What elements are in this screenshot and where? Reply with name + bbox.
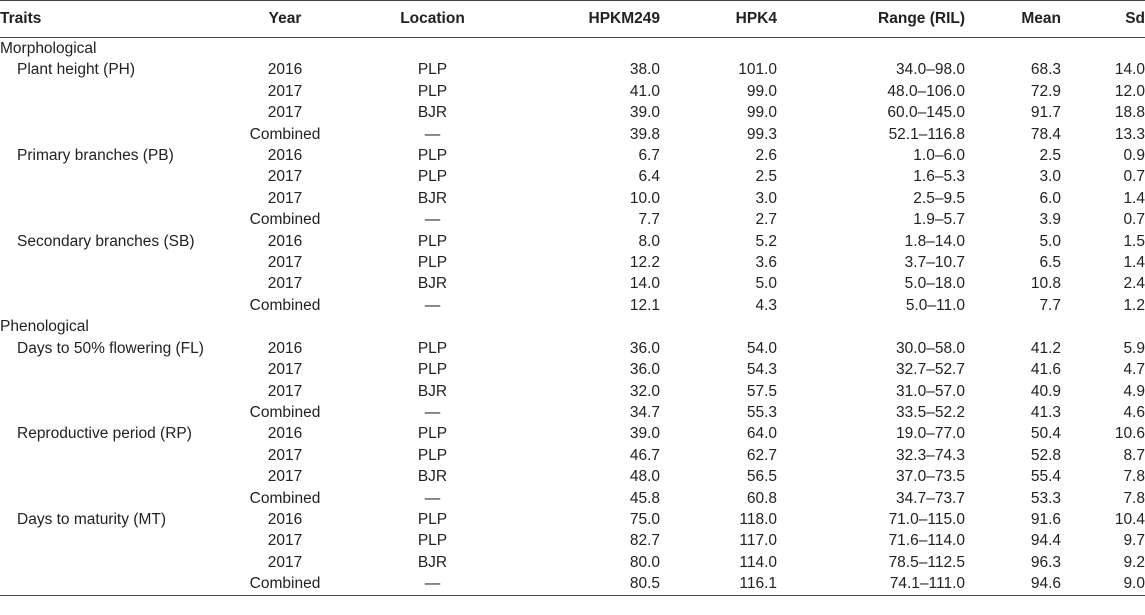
cell-mean: 5.0 <box>1039 232 1061 250</box>
cell-mean: 53.3 <box>1030 489 1061 507</box>
trait-label-empty <box>0 445 235 466</box>
cell-year: 2017 <box>267 532 303 550</box>
group-label: Phenological <box>0 318 89 336</box>
table-row <box>0 359 1145 380</box>
table-row <box>0 488 1145 509</box>
cell-hpkm249: 12.2 <box>629 254 660 272</box>
trait-label: Primary branches (PB) <box>17 147 174 165</box>
cell-mean: 50.4 <box>1030 425 1061 443</box>
table-row <box>0 145 1145 166</box>
cell-location: PLP <box>417 339 448 357</box>
cell-location: PLP <box>417 254 448 272</box>
cell-mean: 91.7 <box>1030 104 1061 122</box>
cell-sd: 1.4 <box>1123 189 1145 207</box>
cell-location: BJR <box>417 275 448 293</box>
trait-label: Days to 50% flowering (FL) <box>17 339 204 357</box>
cell-year: Combined <box>249 489 321 507</box>
cell-sd: 10.6 <box>1114 425 1145 443</box>
trait-label-empty <box>0 488 235 509</box>
cell-mean: 72.9 <box>1030 82 1061 100</box>
cell-location: — <box>424 575 441 593</box>
header-traits: Traits <box>0 10 42 27</box>
cell-mean: 94.4 <box>1030 532 1061 550</box>
cell-mean: 41.2 <box>1030 339 1061 357</box>
cell-hpkm249: 39.0 <box>629 104 660 122</box>
table-row <box>0 466 1145 487</box>
header-row <box>0 1 1145 38</box>
cell-location: — <box>424 403 441 421</box>
table-row <box>0 423 1145 444</box>
cell-mean: 96.3 <box>1030 553 1061 571</box>
cell-hpkm249: 6.4 <box>638 168 660 186</box>
header-hpkm249: HPKM249 <box>588 10 660 27</box>
cell-hpk4: 5.0 <box>755 275 777 293</box>
cell-sd: 4.6 <box>1123 403 1145 421</box>
cell-sd: 10.4 <box>1114 510 1145 528</box>
cell-mean: 3.0 <box>1039 168 1061 186</box>
cell-range: 71.0–115.0 <box>888 510 965 528</box>
cell-range: 1.9–5.7 <box>913 211 965 229</box>
cell-range: 32.7–52.7 <box>896 361 965 379</box>
cell-location: PLP <box>417 532 448 550</box>
cell-year: 2017 <box>267 275 303 293</box>
trait-label: Days to maturity (MT) <box>17 510 166 528</box>
trait-label-empty <box>0 295 235 316</box>
table-row <box>0 231 1145 252</box>
cell-hpk4: 57.5 <box>746 382 777 400</box>
cell-range: 2.5–9.5 <box>913 189 965 207</box>
cell-location: — <box>424 125 441 143</box>
header-range: Range (RIL) <box>878 10 965 27</box>
cell-hpkm249: 34.7 <box>629 403 660 421</box>
cell-hpkm249: 45.8 <box>629 489 660 507</box>
cell-hpk4: 99.0 <box>746 104 777 122</box>
cell-hpkm249: 7.7 <box>638 211 660 229</box>
cell-sd: 1.4 <box>1123 254 1145 272</box>
cell-hpk4: 114.0 <box>739 553 777 571</box>
cell-location: PLP <box>417 361 448 379</box>
cell-hpk4: 116.1 <box>739 575 777 593</box>
cell-mean: 10.8 <box>1030 275 1061 293</box>
cell-hpk4: 3.0 <box>755 189 777 207</box>
cell-location: BJR <box>417 553 448 571</box>
trait-label-empty <box>0 381 235 402</box>
cell-sd: 4.9 <box>1123 382 1145 400</box>
trait-label-empty <box>0 530 235 551</box>
cell-hpkm249: 75.0 <box>629 510 660 528</box>
cell-year: 2017 <box>267 189 303 207</box>
cell-mean: 68.3 <box>1030 61 1061 79</box>
cell-location: BJR <box>417 382 448 400</box>
cell-range: 37.0–73.5 <box>896 468 965 486</box>
trait-label-empty <box>0 402 235 423</box>
cell-sd: 8.7 <box>1123 446 1145 464</box>
cell-hpk4: 2.6 <box>755 147 777 165</box>
cell-sd: 5.9 <box>1123 339 1145 357</box>
trait-label: Plant height (PH) <box>17 61 136 79</box>
trait-label-empty <box>0 466 235 487</box>
trait-label-empty <box>0 209 235 230</box>
cell-year: 2017 <box>267 104 303 122</box>
cell-sd: 7.8 <box>1123 468 1145 486</box>
table-row <box>0 573 1145 596</box>
cell-hpkm249: 41.0 <box>629 82 660 100</box>
table-row <box>0 59 1145 80</box>
table-row <box>0 81 1145 102</box>
cell-hpk4: 56.5 <box>746 468 777 486</box>
cell-location: BJR <box>417 468 448 486</box>
table-row <box>0 402 1145 423</box>
cell-sd: 9.7 <box>1123 532 1145 550</box>
cell-hpkm249: 14.0 <box>629 275 660 293</box>
cell-hpk4: 64.0 <box>746 425 777 443</box>
trait-label-empty <box>0 359 235 380</box>
cell-hpkm249: 8.0 <box>638 232 660 250</box>
cell-sd: 0.9 <box>1123 147 1145 165</box>
trait-label: Reproductive period (RP) <box>17 425 192 443</box>
cell-hpk4: 99.0 <box>746 82 777 100</box>
cell-sd: 2.4 <box>1123 275 1145 293</box>
cell-location: — <box>424 489 441 507</box>
cell-year: Combined <box>249 296 321 314</box>
cell-range: 78.5–112.5 <box>888 553 965 571</box>
trait-label-empty <box>0 166 235 187</box>
cell-hpk4: 54.3 <box>746 361 777 379</box>
cell-year: 2017 <box>267 168 303 186</box>
cell-hpk4: 55.3 <box>746 403 777 421</box>
cell-hpkm249: 10.0 <box>629 189 660 207</box>
cell-hpkm249: 82.7 <box>629 532 660 550</box>
cell-year: 2016 <box>267 147 303 165</box>
table-row <box>0 509 1145 530</box>
cell-year: 2017 <box>267 553 303 571</box>
cell-hpkm249: 48.0 <box>629 468 660 486</box>
cell-range: 48.0–106.0 <box>887 82 965 100</box>
cell-mean: 6.0 <box>1039 189 1061 207</box>
cell-year: Combined <box>249 125 321 143</box>
table-row <box>0 209 1145 230</box>
cell-mean: 52.8 <box>1030 446 1061 464</box>
cell-range: 71.6–114.0 <box>888 532 965 550</box>
cell-range: 60.0–145.0 <box>887 104 965 122</box>
cell-hpkm249: 36.0 <box>629 361 660 379</box>
cell-location: PLP <box>417 232 448 250</box>
cell-hpkm249: 36.0 <box>629 339 660 357</box>
trait-label-empty <box>0 81 235 102</box>
table-row <box>0 530 1145 551</box>
cell-hpkm249: 46.7 <box>629 446 660 464</box>
table-row <box>0 295 1145 316</box>
cell-hpkm249: 39.0 <box>629 425 660 443</box>
cell-range: 19.0–77.0 <box>896 425 965 443</box>
cell-hpk4: 2.7 <box>755 211 777 229</box>
cell-hpk4: 60.8 <box>746 489 777 507</box>
cell-mean: 7.7 <box>1039 296 1061 314</box>
cell-mean: 94.6 <box>1030 575 1061 593</box>
cell-hpk4: 62.7 <box>746 446 777 464</box>
cell-mean: 2.5 <box>1039 147 1061 165</box>
cell-year: 2016 <box>267 232 303 250</box>
cell-mean: 6.5 <box>1039 254 1061 272</box>
cell-hpk4: 4.3 <box>755 296 777 314</box>
cell-hpkm249: 32.0 <box>629 382 660 400</box>
cell-year: Combined <box>249 211 321 229</box>
cell-sd: 1.2 <box>1123 296 1145 314</box>
cell-hpk4: 118.0 <box>739 510 777 528</box>
cell-year: 2017 <box>267 446 303 464</box>
trait-label-empty <box>0 252 235 273</box>
cell-year: Combined <box>249 403 321 421</box>
table-row <box>0 445 1145 466</box>
cell-range: 32.3–74.3 <box>896 446 965 464</box>
table-row <box>0 124 1145 145</box>
cell-range: 1.8–14.0 <box>904 232 965 250</box>
table-row <box>0 552 1145 573</box>
cell-hpk4: 101.0 <box>738 61 777 79</box>
group-row <box>0 38 1145 60</box>
cell-hpk4: 5.2 <box>755 232 777 250</box>
cell-range: 5.0–11.0 <box>905 296 965 314</box>
trait-label-empty <box>0 552 235 573</box>
cell-sd: 0.7 <box>1123 211 1145 229</box>
cell-mean: 40.9 <box>1030 382 1061 400</box>
trait-label-empty <box>0 124 235 145</box>
cell-year: 2017 <box>267 468 303 486</box>
cell-year: 2017 <box>267 82 303 100</box>
table-row <box>0 166 1145 187</box>
trait-label-empty <box>0 273 235 294</box>
cell-range: 31.0–57.0 <box>896 382 965 400</box>
table-row <box>0 188 1145 209</box>
cell-year: 2017 <box>267 254 303 272</box>
cell-range: 34.7–73.7 <box>896 489 965 507</box>
table-row <box>0 381 1145 402</box>
cell-location: PLP <box>417 147 448 165</box>
table-row <box>0 273 1145 294</box>
header-sd: Sd <box>1125 10 1145 27</box>
cell-sd: 9.0 <box>1123 575 1145 593</box>
cell-sd: 18.8 <box>1114 104 1145 122</box>
header-year: Year <box>268 10 302 27</box>
header-hpk4: HPK4 <box>735 10 777 27</box>
cell-mean: 3.9 <box>1039 211 1061 229</box>
trait-label-empty <box>0 188 235 209</box>
trait-label-empty <box>0 573 235 596</box>
cell-location: PLP <box>417 510 448 528</box>
cell-sd: 4.7 <box>1123 361 1145 379</box>
cell-hpk4: 2.5 <box>755 168 777 186</box>
cell-year: 2017 <box>267 382 303 400</box>
table-row <box>0 252 1145 273</box>
trait-label: Secondary branches (SB) <box>17 232 195 250</box>
cell-sd: 14.0 <box>1114 61 1145 79</box>
cell-location: PLP <box>417 425 448 443</box>
trait-label-empty <box>0 102 235 123</box>
cell-sd: 7.8 <box>1123 489 1145 507</box>
cell-mean: 91.6 <box>1030 510 1061 528</box>
cell-range: 3.7–10.7 <box>904 254 965 272</box>
cell-location: PLP <box>417 82 448 100</box>
cell-range: 74.1–111.0 <box>889 575 965 593</box>
cell-sd: 9.2 <box>1123 553 1145 571</box>
cell-hpkm249: 38.0 <box>629 61 660 79</box>
cell-hpkm249: 12.1 <box>629 296 660 314</box>
cell-mean: 55.4 <box>1030 468 1061 486</box>
cell-year: 2016 <box>267 510 303 528</box>
cell-location: PLP <box>417 446 448 464</box>
group-row <box>0 316 1145 337</box>
cell-sd: 12.0 <box>1114 82 1145 100</box>
cell-mean: 41.3 <box>1030 403 1061 421</box>
cell-hpkm249: 80.5 <box>629 575 660 593</box>
cell-location: — <box>424 296 441 314</box>
cell-location: PLP <box>417 61 448 79</box>
cell-mean: 78.4 <box>1030 125 1061 143</box>
cell-hpk4: 99.3 <box>746 125 777 143</box>
cell-location: — <box>424 211 441 229</box>
cell-range: 30.0–58.0 <box>896 339 965 357</box>
group-label: Morphological <box>0 40 97 57</box>
cell-range: 33.5–52.2 <box>896 403 965 421</box>
cell-year: 2016 <box>267 339 303 357</box>
table-body <box>0 38 1145 596</box>
cell-hpkm249: 80.0 <box>629 553 660 571</box>
cell-mean: 41.6 <box>1030 361 1061 379</box>
table-row <box>0 338 1145 359</box>
cell-hpkm249: 39.8 <box>629 125 660 143</box>
cell-range: 1.6–5.3 <box>913 168 965 186</box>
table-header <box>0 1 1145 38</box>
cell-year: Combined <box>249 575 321 593</box>
cell-hpkm249: 6.7 <box>638 147 660 165</box>
cell-range: 34.0–98.0 <box>896 61 965 79</box>
cell-range: 52.1–116.8 <box>888 125 965 143</box>
cell-sd: 0.7 <box>1123 168 1145 186</box>
cell-range: 5.0–18.0 <box>904 275 965 293</box>
header-location: Location <box>400 10 465 27</box>
cell-sd: 13.3 <box>1114 125 1145 143</box>
cell-year: 2016 <box>267 425 303 443</box>
cell-sd: 1.5 <box>1123 232 1145 250</box>
cell-hpk4: 3.6 <box>755 254 777 272</box>
cell-hpk4: 54.0 <box>746 339 777 357</box>
cell-location: BJR <box>417 104 448 122</box>
cell-location: BJR <box>417 189 448 207</box>
header-mean: Mean <box>1021 10 1061 27</box>
cell-hpk4: 117.0 <box>739 532 777 550</box>
table-row <box>0 102 1145 123</box>
cell-year: 2017 <box>267 361 303 379</box>
cell-location: PLP <box>417 168 448 186</box>
cell-year: 2016 <box>267 61 303 79</box>
cell-range: 1.0–6.0 <box>913 147 965 165</box>
